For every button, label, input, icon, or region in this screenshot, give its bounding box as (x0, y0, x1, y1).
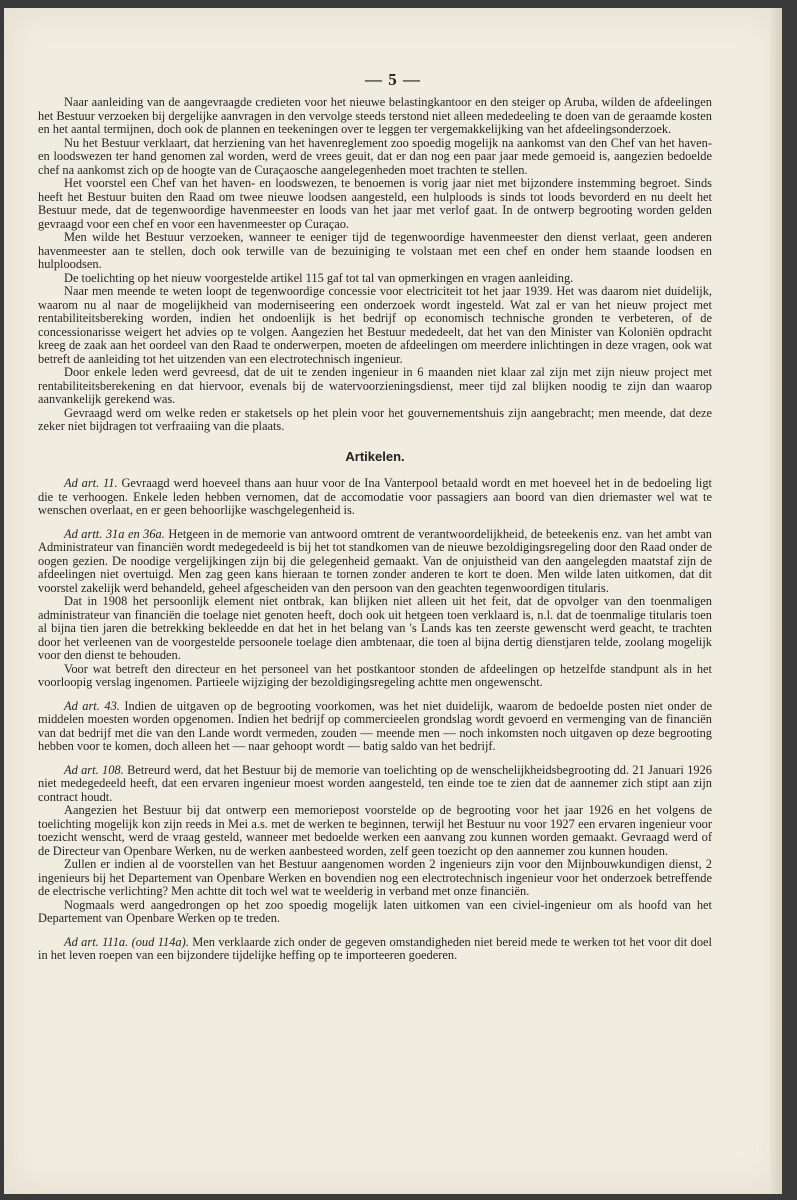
article-paragraph (38, 477, 712, 518)
article-ref: Ad art. 108. (64, 762, 124, 777)
article-text: Betreurd werd, dat het Bestuur bij de memorie van toelichting op de wenschelijkheidsbegrooting dd. 21 Januari 1926 niet medegedeeld heeft, dat een ervaren ingenieur moest worden aangesteld, ten einde toe te zien dat de aannemer zich stipt aan zijn contract houdt. (38, 762, 712, 804)
article-paragraph: Nogmaals werd aangedrongen op het zoo spoedig mogelijk laten uitkomen van een civiel-ingenieur om als hoofd van het Departement van Openbare Werken op te treden. (38, 897, 712, 925)
document-page (4, 8, 782, 1194)
intro-paragraph: Naar aanleiding van de aangevraagde credieten voor het nieuwe belastingkantoor en den steiger op Aruba, wilden de afdeelingen het Bestuur verzoeken bij dergelijke aanvragen in den vervolge steeds terstond niet alleen mededeeling te doen van de geraamde kosten en het aantal termijnen, doch ook de plannen en teekeningen over te leggen ter vergemakkelijking van het afdeelingsonderzoek. (38, 95, 712, 136)
intro-paragraph: Naar men meende te weten loopt de tegenwoordige concessie voor electriciteit tot het jaar 1939. Het was daarom niet duidelijk, waarom nu al naar de mogelijkheid van moderniseering een onderzoek wordt ingesteld. Wat zal er van het nieuw project met rentabiliteitsbereking worden, indien het ondoenlijk is het bedrijf op economisch technische gronden te verbeteren, of de concessionarisse weigert het advies op te volgen. Aangezien het Bestuur mededeelt, dat het van den Minister van Koloniën opdracht kreeg de zaak aan het oordeel van den Raad te onderwerpen, moeten de afdeelingen om meerdere inlichtingen in deze vragen, ook wat betreft de aanleiding tot het uitzenden van een electrotechnisch ingenieur. (38, 284, 712, 366)
article-ref: Ad art. 111a. (oud 114a). (64, 934, 189, 949)
article-ref: Ad artt. 31a en 36a. (64, 526, 165, 541)
document-body (38, 96, 712, 963)
intro-paragraph: De toelichting op het nieuw voorgestelde artikel 115 gaf tot tal van opmerkingen en vragen aanleiding. (64, 270, 574, 285)
article-text: Indien de uitgaven op de begrooting voorkomen, was het niet duidelijk, waarom de bedoelde posten niet onder de middelen moesten worden opgenomen. Indien het bedrijf op commercieelen grondslag wordt gevoerd en vermenging van de financiën van dat bedrijf met die van den Lande wordt vermeden, zouden — meende men — noch inkomsten noch uitgaven op deze begrooting hebben voor te komen, doch alleen het — naar gehoopt wordt — batig saldo van het bedrijf. (38, 698, 712, 753)
article-paragraph: Voor wat betreft den directeur en het personeel van het postkantoor stonden de afdeelingen op hetzelfde standpunt als in het voorloopig verslag ingenomen. Partieele wijziging der bezoldigingsregeling achtte men ongewenscht. (38, 661, 712, 689)
article-ref: Ad art. 11. (64, 476, 118, 490)
article-paragraph (38, 936, 712, 963)
article-paragraph: Dat in 1908 het persoonlijk element niet ontbrak, kan blijken niet alleen uit het feit, dat de opvolger van den toenmaligen administrateur van financiën die toelage niet genoten heeft, doch ook uit hetgeen toen verklaard is, n.l. dat de toenmalige titularis toen al bijna tien jaren die betrekking bekleedde en dat het in het belang van 's Lands kas ten zeerste gewenscht werd geacht, te trachten door het verleenen van de voorgestelde persoonele toelage dien ambtenaar, die toen al bijna dertig dienstjaren telde, zoolang mogelijk voor den dienst te behouden. (38, 594, 712, 662)
intro-paragraph: Het voorstel een Chef van het haven- en loodswezen, te benoemen is vorig jaar niet met bijzondere instemming begroet. Sinds heeft het Bestuur buiten den Raad om twee nieuwe loodsen aangesteld, een hulploods is sinds tot loods bevorderd en nu deelt het Bestuur mede, dat de tegenwoordige havenmeester en loods van het jaar met verlof gaat. In de ontwerp begrooting worden gelden gevraagd voor een chef en voor een havenmeester op Curaçao. (38, 176, 712, 231)
article-paragraph (38, 528, 712, 596)
article-paragraph: Zullen er indien al de voorstellen van het Bestuur aangenomen worden 2 ingenieurs zijn voor den Mijnbouwkundigen dienst, 2 ingenieurs bij het Departement van Openbare Werken en bovendien nog een electrotechnisch ingenieur voor het onderzoek betreffende de electrische verlichting? Men achtte dit toch wel wat te weelderig in verband met onze financiën. (38, 857, 712, 898)
article-paragraph (38, 700, 712, 754)
article-text: Gevraagd werd hoeveel thans aan huur voor de Ina Vanterpool betaald wordt en met hoeveel het in de bedoeling ligt die te verhoogen. Enkele leden hebben vernomen, dat de accomodatie voor passagiers aan boord van dien driemaster wel wat te wenschen overlaat, en er geen behoorlijke waschgelegenheid is. (38, 476, 712, 517)
article-text: Hetgeen in de memorie van antwoord omtrent de verantwoordelijkheid, de beteekenis enz. van het ambt van Administrateur van financiën wordt medegedeeld is bij het tot standkomen van de nieuwe bezoldigingsregeling door den Raad onder de oogen gezien. De noodige vergelijkingen zijn bij die gelegenheid gemaakt. Van de onjuistheid van den aangelegden maatstaf zijn de afdeelingen niet overtuigd. Men zag geen kans hieraan te tornen zonder anderen te kort te doen. Men wilde laten uitkomen, dat dit voorstel zakelijk werd behandeld, geheel afgescheiden van den persoon van den geachten tegenwoordigen titularis. (38, 526, 712, 595)
intro-paragraph: Gevraagd werd om welke reden er staketsels op het plein voor het gouvernementshuis zijn aangebracht; men meende, dat deze zeker niet bijdragen tot verfraaiing van die plaats. (38, 405, 712, 433)
section-heading: Artikelen. (345, 448, 405, 464)
page-number: — 5 — (365, 70, 421, 89)
intro-paragraph: Nu het Bestuur verklaart, dat herziening van het havenreglement zoo spoedig mogelijk na aankomst van den Chef van het haven- en loodswezen ter hand genomen zal worden, werd de vrees geuit, dat er dan nog een paar jaar mede gemoeid is, aangezien bedoelde chef na aankomst zich op de hoogte van de Curaçaosche aangelegenheden moet trachten te stellen. (38, 135, 712, 177)
intro-paragraph: Door enkele leden werd gevreesd, dat de uit te zenden ingenieur in 6 maanden niet klaar zal zijn met zijn nieuw project met rentabiliteitsberekening en dat hiervoor, evenals bij de watervoorzieningsdienst, meer tijd zal blijken noodig te zijn dan waarop aanvankelijk gerekend was. (38, 365, 712, 406)
article-paragraph: Aangezien het Bestuur bij dat ontwerp een memoriepost voorstelde op de begrooting voor het jaar 1926 en het volgens de toelichting mogelijk kon zijn reeds in Mei a.s. met de werken te beginnen, terwijl het Bestuur nu voor 1927 een ervaren ingenieur voor toezicht wenscht, werd de vraag gesteld, wanneer met bedoelde werken een aanvang zou kunnen worden gemaakt. Gevraagd werd of de Directeur van Openbare Werken, nu de werken aanbesteed worden, zelf geen toezicht op den aannemer zou kunnen houden. (38, 803, 712, 858)
article-paragraph (38, 764, 712, 805)
intro-paragraph: Men wilde het Bestuur verzoeken, wanneer te eeniger tijd de tegenwoordige havenmeester den dienst verlaat, geen anderen havenmeester aan te stellen, doch ook terwille van de bezuiniging te volstaan met een chef en onder hem staande loodsen en hulploodsen. (38, 230, 712, 271)
article-text: Men verklaarde zich onder de gegeven omstandigheden niet bereid mede te werken tot het voor dit doel in het leven roepen van een bijzondere tijdelijke heffing op te importeeren goederen. (38, 934, 712, 962)
article-ref: Ad art. 43. (64, 698, 120, 713)
page-edge (770, 8, 782, 1194)
